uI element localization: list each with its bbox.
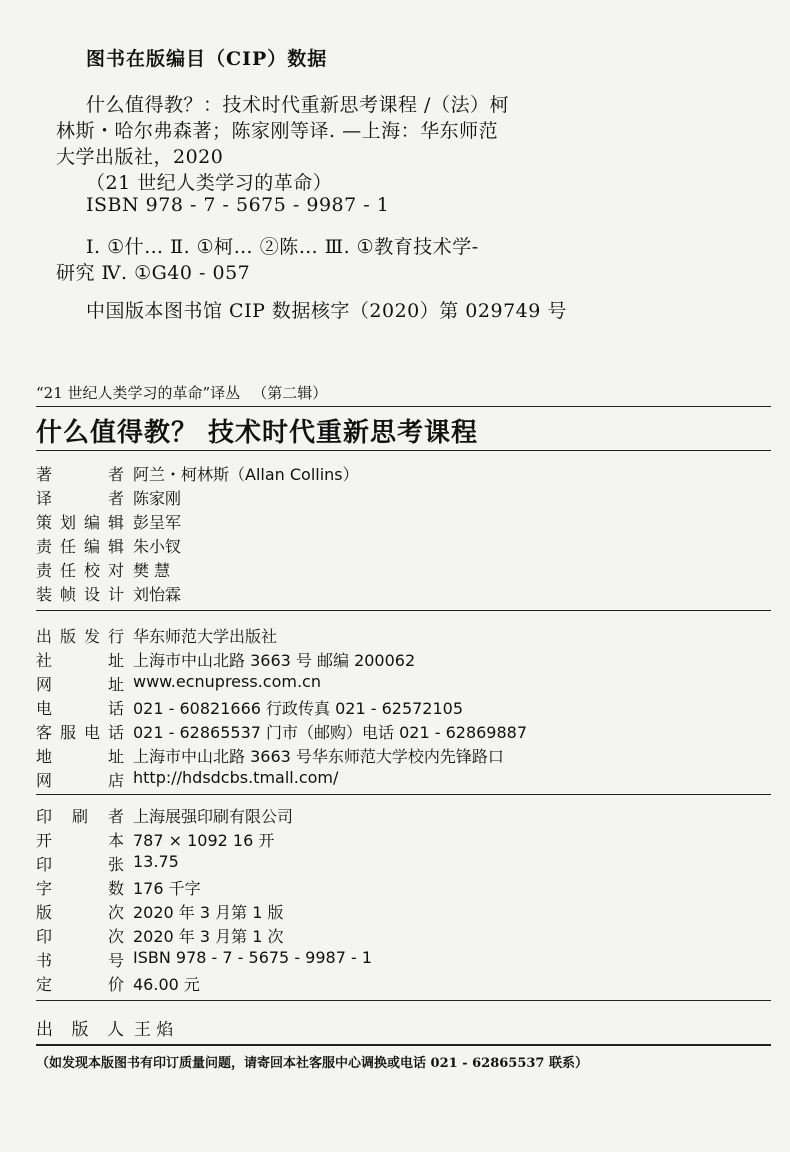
price-value: 46.00 元 [133, 975, 200, 994]
publishing-label: 地 址 [36, 747, 124, 766]
credit-value: 陈家刚 [133, 489, 182, 508]
series-line [36, 382, 327, 403]
printing-value: 13.75 [133, 852, 179, 871]
printing-label: 印 刷 者 [36, 807, 124, 826]
credit-value: 朱小钗 [133, 537, 182, 556]
credit-label: 责任编辑 [36, 537, 124, 556]
publishing-value: 上海市中山北路 3663 号华东师范大学校内先锋路口 [133, 747, 504, 766]
cip-line: ISBN 978 - 7 - 5675 - 9987 - 1 [86, 194, 390, 216]
divider [36, 794, 771, 795]
divider [36, 450, 771, 451]
series-name: “21 世纪人类学习的革命”译丛 [36, 384, 241, 402]
publishing-label: 电 话 [36, 699, 124, 718]
credit-value: 彭呈军 [133, 513, 182, 532]
printing-label: 书 号 [36, 951, 124, 970]
publishing-label: 出版发行 [36, 627, 124, 646]
website-link: www.ecnupress.com.cn [133, 672, 321, 691]
publishing-value: 021 - 62865537 门市（邮购）电话 021 - 62869887 [133, 723, 528, 742]
credit-label: 策划编辑 [36, 513, 124, 532]
credit-value: 阿兰・柯林斯（Allan Collins） [133, 465, 359, 484]
printing-label: 印 次 [36, 927, 124, 946]
publishing-value: 021 - 60821666 行政传真 021 - 62572105 [133, 699, 464, 718]
cip-line: （21 世纪人类学习的革命） [86, 172, 333, 194]
book-title: 什么值得教？ 技术时代重新思考课程 [36, 418, 479, 448]
divider [36, 406, 771, 407]
printing-label: 定 价 [36, 975, 124, 994]
cip-line: Ⅰ. ①什… Ⅱ. ①柯… ②陈… Ⅲ. ①教育技术学- [86, 236, 479, 258]
credit-label: 译 者 [36, 489, 124, 508]
shop-link: http://hdsdcbs.tmall.com/ [133, 768, 339, 787]
publisher-label: 出 版 人 [36, 1020, 124, 1040]
cip-line: 研究 Ⅳ. ①G40 - 057 [56, 262, 251, 284]
credit-value: 樊 慧 [133, 561, 171, 580]
printing-label: 字 数 [36, 879, 124, 898]
printing-label: 印 张 [36, 855, 124, 874]
credit-label: 著 者 [36, 465, 124, 484]
cip-line: 林斯・哈尔弗森著；陈家刚等译. —上海：华东师范 [56, 120, 499, 142]
printing-value: 上海展强印刷有限公司 [133, 807, 294, 826]
credit-value: 刘怡霖 [133, 585, 182, 604]
series-volume: （第二辑） [252, 384, 328, 402]
publishing-label: 社 址 [36, 651, 124, 670]
printing-value: 2020 年 3 月第 1 版 [133, 903, 284, 922]
divider [36, 1000, 771, 1001]
printing-label: 开 本 [36, 831, 124, 850]
publishing-value: 华东师范大学出版社 [133, 627, 278, 646]
credit-label: 责任校对 [36, 561, 124, 580]
printing-value: 2020 年 3 月第 1 次 [133, 927, 284, 946]
quality-notice: （如发现本版图书有印订质量问题，请寄回本社客服中心调换或电话 021 - 62865537 联系） [36, 1056, 588, 1071]
publishing-label: 客服电话 [36, 723, 124, 742]
cip-line: 中国版本图书馆 CIP 数据核字（2020）第 029749 号 [86, 300, 567, 322]
cip-heading: 图书在版编目（CIP）数据 [86, 48, 328, 70]
cip-line: 什么值得教？：技术时代重新思考课程 /（法）柯 [86, 94, 509, 116]
publishing-label: 网 址 [36, 675, 124, 694]
divider [36, 1044, 771, 1046]
printing-value: 787 × 1092 16 开 [133, 831, 275, 850]
credit-label: 装帧设计 [36, 585, 124, 604]
divider [36, 610, 771, 611]
publishing-label: 网 店 [36, 771, 124, 790]
publisher-row [36, 1015, 173, 1040]
publisher-value: 王 焰 [134, 1020, 174, 1040]
printing-value: ISBN 978 - 7 - 5675 - 9987 - 1 [133, 948, 373, 967]
printing-value: 176 千字 [133, 879, 201, 898]
printing-label: 版 次 [36, 903, 124, 922]
cip-line: 大学出版社，2020 [56, 146, 224, 168]
publishing-value: 上海市中山北路 3663 号 邮编 200062 [133, 651, 416, 670]
